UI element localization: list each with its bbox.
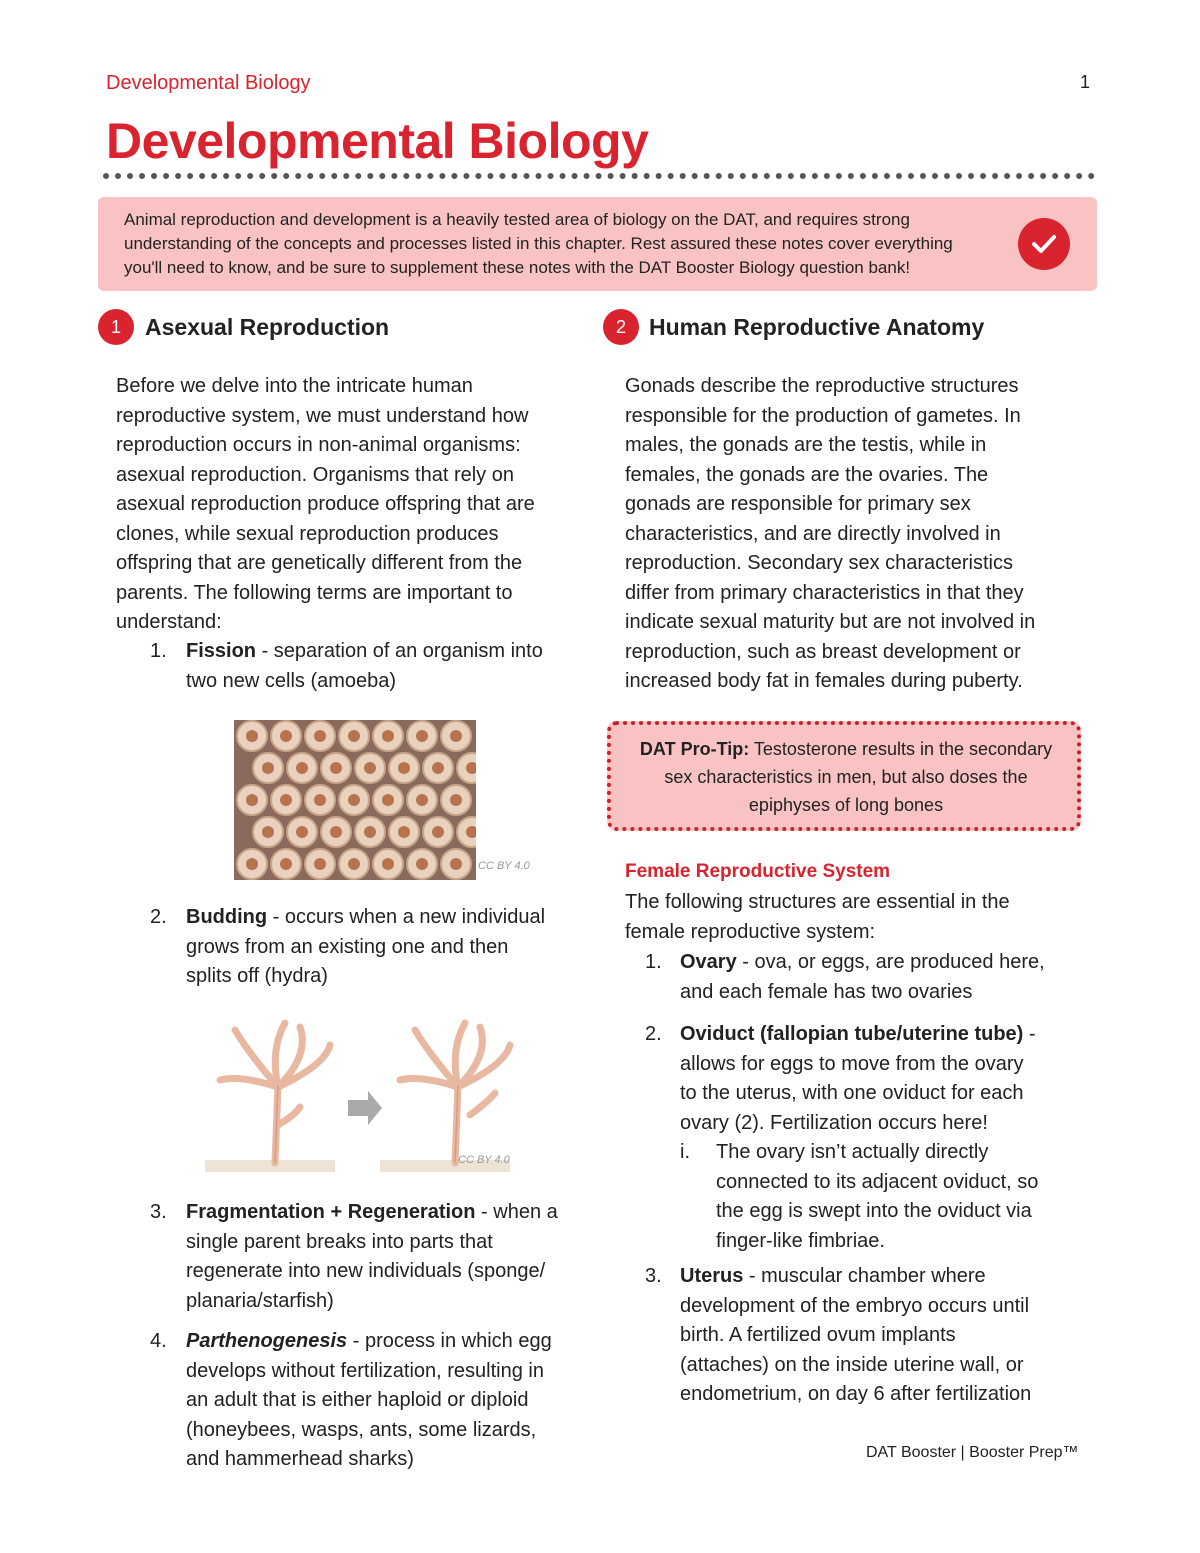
body-line: reproduction occurs in non-animal organisms: bbox=[116, 434, 521, 456]
protip-label: DAT Pro-Tip: bbox=[639, 739, 750, 759]
body-line: reproduction. Secondary sex characteristics bbox=[625, 552, 1013, 574]
page-number: 1 bbox=[1080, 72, 1091, 92]
polyp-center bbox=[280, 858, 292, 870]
definition-text: ovary (2). Fertilization occurs here! bbox=[680, 1111, 988, 1134]
polyp-center bbox=[330, 826, 342, 838]
definition-text: two new cells (amoeba) bbox=[186, 669, 397, 692]
polyp-center bbox=[364, 826, 376, 838]
term: Fragmentation + Regeneration bbox=[186, 1201, 476, 1223]
polyp-center bbox=[398, 762, 410, 774]
definition-text: connected to its adjacent oviduct, so bbox=[716, 1170, 1039, 1193]
section1-body bbox=[116, 372, 596, 638]
running-header: Developmental Biology bbox=[106, 72, 311, 94]
coral-polyps-illustration bbox=[234, 720, 476, 880]
body-line: asexual reproduction produce offspring that are bbox=[116, 493, 535, 515]
polyp-center bbox=[246, 730, 258, 742]
polyp-center bbox=[450, 794, 462, 806]
body-line: gonads are responsible for primary sex bbox=[625, 493, 971, 515]
polyp-center bbox=[262, 762, 274, 774]
section-title: Human Reproductive Anatomy bbox=[649, 314, 985, 340]
polyp-center bbox=[280, 730, 292, 742]
definition-text: finger-like fimbriae. bbox=[716, 1229, 885, 1252]
definition-text: - ova, or eggs, are produced here, bbox=[736, 951, 1045, 973]
body-line: differ from primary characteristics in that they bbox=[625, 581, 1024, 604]
body-line: understand: bbox=[116, 611, 222, 633]
polyp-center bbox=[382, 858, 394, 870]
definition-text: (attaches) on the inside uterine wall, or bbox=[680, 1353, 1024, 1376]
subsection-heading: Female Reproductive System bbox=[625, 861, 891, 882]
polyp-center bbox=[450, 730, 462, 742]
body-line: responsible for the production of gametes. In bbox=[625, 404, 1021, 427]
polyp-center bbox=[416, 858, 428, 870]
list-number: 3. bbox=[645, 1265, 662, 1287]
definition-text: (honeybees, wasps, ants, some lizards, bbox=[186, 1418, 537, 1441]
polyp-center bbox=[280, 794, 292, 806]
body-line: reproduction, such as breast development or bbox=[625, 640, 1021, 663]
body-line: increased body fat in females during puberty. bbox=[625, 670, 1023, 692]
definition-text: to the uterus, with one oviduct for each bbox=[680, 1082, 1024, 1104]
polyp-center bbox=[348, 858, 360, 870]
body-line: reproductive system, we must understand how bbox=[116, 404, 529, 427]
body-line: female reproductive system: bbox=[625, 920, 876, 943]
polyp-center bbox=[246, 794, 258, 806]
female-intro bbox=[625, 888, 1095, 947]
polyp-center bbox=[364, 762, 376, 774]
body-line: Before we delve into the intricate human bbox=[116, 375, 473, 397]
polyp-center bbox=[348, 794, 360, 806]
section-title: Asexual Reproduction bbox=[145, 314, 390, 340]
intro-text bbox=[124, 208, 1004, 280]
polyp-center bbox=[262, 826, 274, 838]
polyp-center bbox=[416, 794, 428, 806]
polyp-center bbox=[296, 762, 308, 774]
list-item bbox=[150, 903, 590, 993]
term: Oviduct (fallopian tube/uterine tube) bbox=[680, 1023, 1024, 1045]
image-credit: CC BY 4.0 bbox=[478, 860, 530, 872]
list-subitem bbox=[680, 1138, 1090, 1258]
definition-text: and hammerhead sharks) bbox=[186, 1448, 414, 1470]
list-item bbox=[645, 948, 1095, 1008]
term: Ovary bbox=[680, 951, 737, 973]
list-number: 1. bbox=[645, 951, 662, 973]
list-number: i. bbox=[680, 1141, 690, 1163]
page-title: Developmental Biology bbox=[106, 113, 649, 169]
hydra-budding-illustration bbox=[200, 1015, 520, 1175]
intro-line: Animal reproduction and development is a heavily tested area of biology on the DAT, and requires strong bbox=[124, 210, 910, 229]
list-number: 3. bbox=[150, 1201, 167, 1223]
protip-line: epiphyses of long bones bbox=[748, 795, 944, 815]
list-item bbox=[645, 1262, 1095, 1412]
definition-text: The ovary isn’t actually directly bbox=[716, 1141, 989, 1163]
footer: DAT Booster | Booster Prep™ bbox=[866, 1444, 1079, 1461]
protip-text bbox=[618, 735, 1074, 819]
definition-text: allows for eggs to move from the ovary bbox=[680, 1052, 1024, 1075]
polyp-center bbox=[314, 730, 326, 742]
definition-text: single parent breaks into parts that bbox=[186, 1230, 493, 1253]
intro-line: you'll need to know, and be sure to supplement these notes with the DAT Booster Biology question bank! bbox=[124, 258, 911, 277]
body-line: clones, while sexual reproduction produces bbox=[116, 522, 499, 545]
section-number-badge: 2 bbox=[603, 309, 639, 345]
polyp-center bbox=[432, 826, 444, 838]
definition-text: grows from an existing one and then bbox=[186, 935, 509, 958]
term: Parthenogenesis bbox=[186, 1330, 348, 1352]
section2-body bbox=[625, 372, 1095, 697]
definition-text: regenerate into new individuals (sponge/ bbox=[186, 1260, 546, 1282]
hydra-budding-image bbox=[200, 1015, 520, 1175]
section-number-badge: 1 bbox=[98, 309, 134, 345]
definition-text: planaria/starfish) bbox=[186, 1289, 334, 1312]
polyp-center bbox=[330, 762, 342, 774]
body-line: characteristics, and are directly involved in bbox=[625, 522, 1001, 545]
definition-text: - when a bbox=[475, 1201, 558, 1223]
polyp-center bbox=[314, 858, 326, 870]
definition-text: and each female has two ovaries bbox=[680, 980, 973, 1003]
image-credit: CC BY 4.0 bbox=[458, 1154, 510, 1166]
list-number: 1. bbox=[150, 640, 167, 662]
body-line: parents. The following terms are important to bbox=[116, 581, 513, 604]
definition-text: - separation of an organism into bbox=[256, 640, 543, 662]
coral-polyps-image bbox=[234, 720, 476, 880]
title-divider bbox=[103, 173, 1095, 179]
polyp-center bbox=[432, 762, 444, 774]
list-item bbox=[150, 1198, 600, 1318]
list-item bbox=[150, 637, 590, 697]
polyp-center bbox=[416, 730, 428, 742]
definition-text: splits off (hydra) bbox=[186, 965, 328, 987]
polyp-center bbox=[382, 794, 394, 806]
body-line: Gonads describe the reproductive structures bbox=[625, 375, 1019, 397]
definition-text: endometrium, on day 6 after fertilization bbox=[680, 1383, 1032, 1405]
body-line: females, the gonads are the ovaries. The bbox=[625, 463, 989, 486]
body-line: offspring that are genetically different from the bbox=[116, 552, 523, 574]
body-line: males, the gonads are the testis, while in bbox=[625, 434, 987, 456]
term: Uterus bbox=[680, 1265, 744, 1287]
list-item bbox=[150, 1327, 600, 1477]
definition-text: - bbox=[1023, 1023, 1036, 1045]
list-number: 4. bbox=[150, 1330, 167, 1352]
polyp-center bbox=[382, 730, 394, 742]
protip-line: sex characteristics in men, but also doses the bbox=[664, 767, 1028, 787]
list-item bbox=[645, 1020, 1095, 1140]
body-line: indicate sexual maturity but are not involved in bbox=[625, 611, 1036, 633]
body-line: asexual reproduction. Organisms that rely on bbox=[116, 463, 514, 486]
definition-text: - occurs when a new individual bbox=[267, 906, 546, 928]
polyp-center bbox=[246, 858, 258, 870]
checkmark-icon bbox=[1018, 218, 1070, 270]
polyp-center bbox=[296, 826, 308, 838]
body-line: The following structures are essential in the bbox=[625, 891, 1010, 913]
definition-text: develops without fertilization, resulting in bbox=[186, 1359, 544, 1382]
definition-text: the egg is swept into the oviduct via bbox=[716, 1200, 1032, 1222]
definition-text: - muscular chamber where bbox=[743, 1265, 986, 1287]
definition-text: an adult that is either haploid or diploid bbox=[186, 1389, 529, 1411]
list-number: 2. bbox=[150, 906, 167, 928]
polyp-center bbox=[314, 794, 326, 806]
polyp-center bbox=[450, 858, 462, 870]
definition-text: birth. A fertilized ovum implants bbox=[680, 1324, 956, 1346]
list-number: 2. bbox=[645, 1023, 662, 1045]
term: Fission bbox=[186, 640, 257, 662]
definition-text: development of the embryo occurs until bbox=[680, 1294, 1030, 1317]
protip-line: Testosterone results in the secondary bbox=[749, 739, 1053, 759]
polyp-center bbox=[348, 730, 360, 742]
polyp-center bbox=[398, 826, 410, 838]
intro-line: understanding of the concepts and processes listed in this chapter. Rest assured these notes cover everything bbox=[124, 234, 953, 253]
definition-text: - process in which egg bbox=[347, 1330, 552, 1352]
term: Budding bbox=[186, 906, 268, 928]
